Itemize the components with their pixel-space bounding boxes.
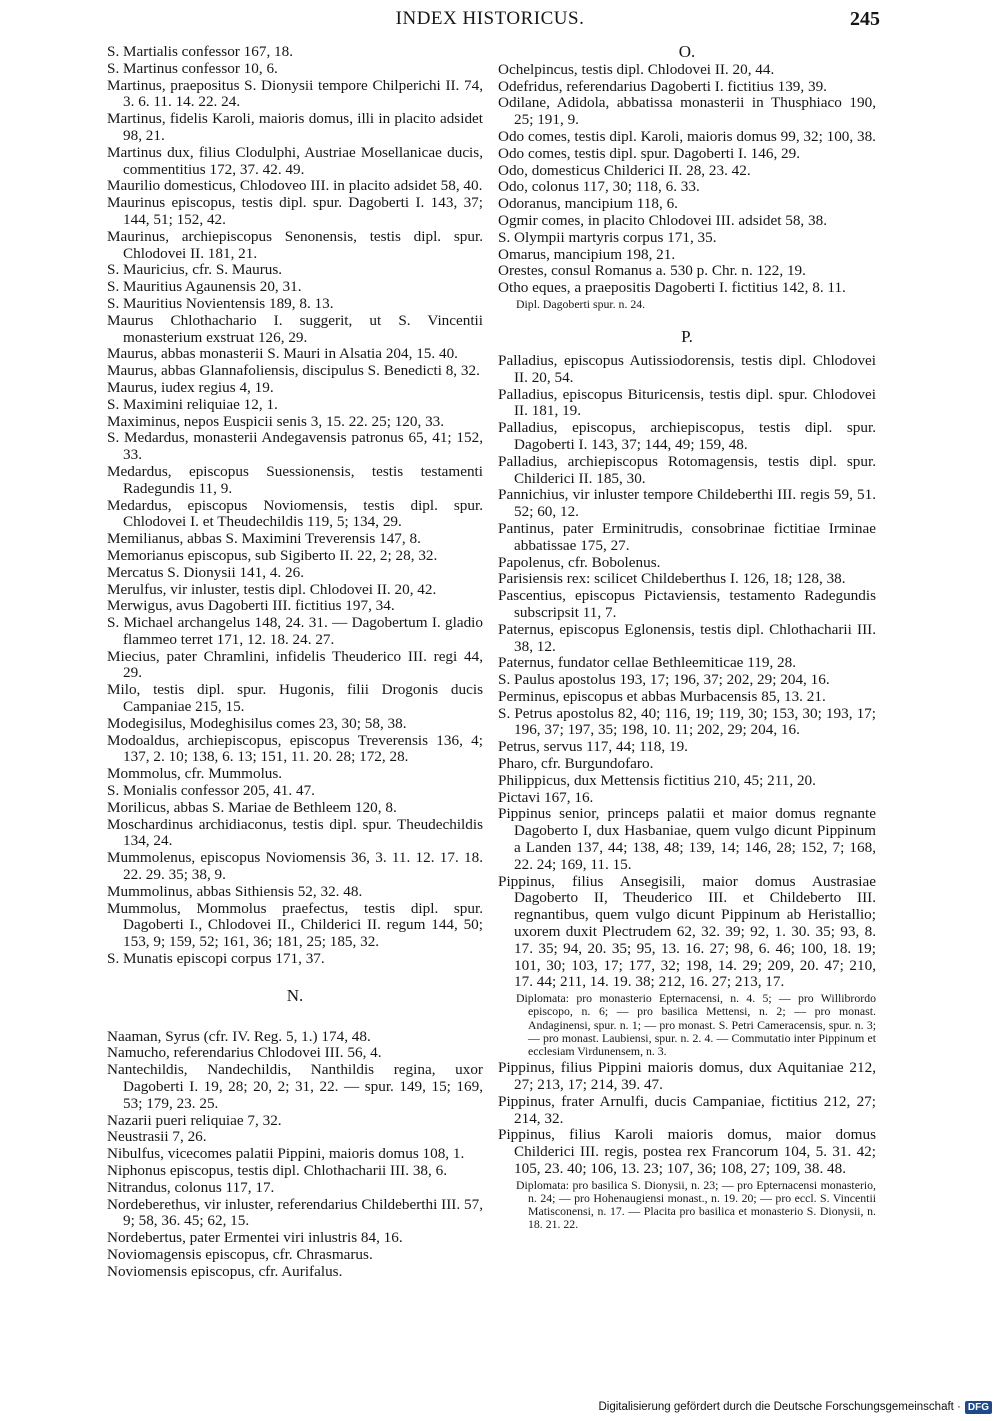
index-entry: Paternus, episcopus Eglonensis, testis dipl. Chlothacharii III. 38, 12.: [498, 620, 876, 655]
index-entry: Ochelpincus, testis dipl. Chlodovei II. 20, 44.: [498, 60, 775, 78]
index-entry: Orestes, consul Romanus a. 530 p. Chr. n. 122, 19.: [498, 262, 806, 280]
index-entry: Pictavi 167, 16.: [498, 788, 594, 806]
index-entry: Nitrandus, colonus 117, 17.: [107, 1178, 275, 1196]
index-entry: Palladius, episcopus, archiepiscopus, testis dipl. spur. Dagoberti I. 143, 37; 144, 49; 159, 48.: [498, 419, 876, 453]
index-entry: Pippinus, frater Arnulfi, ducis Campaniae, fictitius 212, 27; 214, 32.: [498, 1092, 876, 1127]
index-entry: Maurus, iudex regius 4, 19.: [107, 378, 274, 396]
index-entry: Modegisilus, Modeghisilus comes 23, 30; 58, 38.: [107, 714, 407, 732]
index-entry: Palladius, archiepiscopus Rotomagensis, testis dipl. spur. Childerici II. 185, 30.: [498, 452, 876, 487]
index-entry: Ogmir comes, in placito Chlodovei III. adsidet 58, 38.: [498, 211, 828, 229]
index-entry: Philippicus, dux Mettensis fictitius 210, 45; 211, 20.: [498, 771, 816, 789]
index-entry: Maurilio domesticus, Chlodoveo III. in placito adsidet 58, 40.: [107, 177, 483, 195]
index-entry: S. Martialis confessor 167, 18.: [107, 43, 294, 60]
index-entry: Maurus, abbas monasterii S. Mauri in Alsatia 204, 15. 40.: [107, 345, 458, 363]
index-entry: Parisiensis rex: scilicet Childeberthus I. 126, 18; 128, 38.: [498, 570, 846, 588]
index-entry: Petrus, servus 117, 44; 118, 19.: [498, 738, 688, 756]
index-entry: S. Martinus confessor 10, 6.: [107, 59, 278, 77]
index-entry: Odefridus, referendarius Dagoberti I. fictitius 139, 39.: [498, 77, 827, 95]
entries-p: [498, 353, 876, 991]
entries-m: [107, 44, 483, 968]
index-entry: Martinus, praepositus S. Dionysii tempore Chilperichi II. 74, 3. 6. 11. 14. 22. 24.: [107, 76, 483, 111]
index-entry: Memorianus episcopus, sub Sigiberto II. 22, 2; 28, 32.: [107, 546, 438, 564]
index-entry: Memilianus, abbas S. Maximini Treverensis 147, 8.: [107, 530, 421, 548]
index-entry: Papolenus, cfr. Bobolenus.: [498, 553, 661, 571]
footnote-pippinus-rex: Diplomata: pro basilica S. Dionysii, n. 23; — pro Epternacensi monasterio, n. 24; — pro Hohenaugiensi monast., n. 19. 20; — pro eccl. S. Vincentii Matisconensi, n. 17. — Placita pro basilica et monasterio S. Dionysii, n. 18. 21. 22.: [516, 1177, 876, 1232]
index-entry: Mummolenus, episcopus Noviomensis 36, 3. 11. 12. 17. 18. 22. 29. 35; 38, 9.: [107, 849, 483, 884]
entries-o: [498, 62, 876, 297]
index-entry: Naaman, Syrus (cfr. IV. Reg. 5, 1.) 174, 48.: [107, 1027, 371, 1045]
index-entry: Paternus, fundator cellae Bethleemiticae 119, 28.: [498, 654, 797, 672]
index-entry: Mummolinus, abbas Sithiensis 52, 32. 48.: [107, 882, 363, 900]
index-entry: S. Mauritius Novientensis 189, 8. 13.: [107, 294, 334, 312]
index-entry: S. Olympii martyris corpus 171, 35.: [498, 228, 717, 246]
index-entry: Miecius, pater Chramlini, infidelis Theuderico III. regi 44, 29.: [107, 647, 483, 682]
index-entry: Maurinus, archiepiscopus Senonensis, testis dipl. spur. Chlodovei II. 181, 21.: [107, 227, 483, 262]
digitization-footer: [598, 1399, 992, 1415]
index-entry: Nibulfus, vicecomes palatii Pippini, maioris domus 108, 1.: [107, 1145, 465, 1163]
index-entry: Maurinus episcopus, testis dipl. spur. Dagoberti I. 143, 37; 144, 51; 152, 42.: [107, 194, 483, 228]
index-entry: Otho eques, a praepositis Dagoberti I. fictitius 142, 8. 11.: [498, 279, 846, 297]
index-entry: Odo comes, testis dipl. Karoli, maioris domus 99, 32; 100, 38.: [498, 127, 876, 145]
index-entry: S. Paulus apostolus 193, 17; 196, 37; 202, 29; 204, 16.: [498, 671, 830, 689]
left-column: [107, 44, 483, 1281]
footnote-o: Dipl. Dagoberti spur. n. 24.: [516, 296, 646, 311]
footer-text: Digitalisierung gefördert durch die Deutsche Forschungsgemeinschaft ·: [598, 1401, 961, 1413]
index-entry: S. Mauritius Agaunensis 20, 31.: [107, 278, 302, 296]
page-header: [100, 8, 880, 34]
index-entry: Morilicus, abbas S. Mariae de Bethleem 120, 8.: [107, 798, 397, 816]
index-entry: Pippinus, filius Karoli maioris domus, maior domus Childerici III. regis, postea rex Francorum 104, 5. 31. 42; 105, 23. 40; 106, 13. 23; 107, 36; 108, 27; 109, 38. 48.: [498, 1126, 876, 1178]
index-entry: Palladius, episcopus Autissiodorensis, testis dipl. Chlodovei II. 20, 54.: [498, 351, 876, 386]
index-entry: Pannichius, vir inluster tempore Childeberthi III. regis 59, 51. 52; 60, 12.: [498, 486, 876, 521]
index-entry: Merulfus, vir inluster, testis dipl. Chlodovei II. 20, 42.: [107, 580, 437, 598]
index-entry: Nordebertus, pater Ermentei viri inlustris 84, 16.: [107, 1229, 403, 1247]
index-entry: Palladius, episcopus Bituricensis, testis dipl. spur. Chlodovei II. 181, 19.: [498, 385, 876, 420]
index-entry: Odo comes, testis dipl. spur. Dagoberti I. 146, 29.: [498, 144, 801, 162]
index-entry: Nantechildis, Nandechildis, Nanthildis regina, uxor Dagoberti I. 19, 28; 20, 2; 31, 22. — spur. 149, 15; 169, 53; 179, 23. 25.: [107, 1061, 483, 1112]
index-entry: S. Monialis confessor 205, 41. 47.: [107, 782, 315, 800]
index-entry: Modoaldus, archiepiscopus, episcopus Treverensis 136, 4; 137, 2. 10; 138, 6. 13; 151, 11. 20. 28; 172, 28.: [107, 731, 483, 766]
index-entry: Perminus, episcopus et abbas Murbacensis 85, 13. 21.: [498, 687, 826, 705]
index-entry: Maurus, abbas Glannafoliensis, discipulus S. Benedicti 8, 32.: [107, 362, 480, 380]
index-entry: Pantinus, pater Erminitrudis, consobrinae fictitiae Irminae abbatissae 175, 27.: [498, 519, 876, 554]
index-entry: Omarus, mancipium 198, 21.: [498, 245, 676, 263]
index-entry: Pippinus, filius Ansegisili, maior domus Austrasiae Dagoberto II, Theuderico III. et Childeberto III. regnantibus, quem vulgo dicunt Pippinum ab Heristallio; uxorem duxit Plectrudem 62, 32. 39; 92, 1. 30. 35; 93, 8. 17. 35; 94, 20. 35; 95, 13. 16. 27; 98, 6. 46; 100, 18. 19; 101, 30; 103, 17; 177, 32; 198, 14. 29; 209, 20. 47; 210, 17. 44; 211, 14. 19. 38; 212, 16. 27; 213, 17.: [498, 872, 876, 991]
index-entry: Namucho, referendarius Chlodovei III. 56, 4.: [107, 1044, 382, 1062]
index-entry: Mercatus S. Dionysii 141, 4. 26.: [107, 563, 305, 581]
index-entry: Pharo, cfr. Burgundofaro.: [498, 755, 654, 773]
section-letter-n: N.: [286, 985, 304, 1005]
index-entry: Martinus dux, filius Clodulphi, Austriae Mosellanicae ducis, commentitius 172, 37. 42. 49.: [107, 143, 483, 178]
index-entry: Odoranus, mancipium 118, 6.: [498, 195, 678, 213]
index-entry: Neustrasii 7, 26.: [107, 1128, 207, 1146]
index-entry: S. Mauricius, cfr. S. Maurus.: [107, 261, 283, 279]
index-entry: Merwigus, avus Dagoberti III. fictitius 197, 34.: [107, 597, 395, 615]
index-entry: Noviomensis episcopus, cfr. Aurifalus.: [107, 1262, 343, 1280]
index-entry: Pascentius, episcopus Pictaviensis, testamento Radegundis subscripsit 11, 7.: [498, 587, 876, 621]
index-entry: Pippinus senior, princeps palatii et maior domus regnante Dagoberto I, dux Hasbaniae, quem vulgo dicunt Pippinum a Landen 137, 44; 138, 48; 139, 14; 146, 28; 152, 7; 168, 22. 24; 169, 11. 15.: [498, 805, 876, 873]
section-letter-p: P.: [681, 327, 693, 347]
index-entry: Mummolus, Mommolus praefectus, testis dipl. spur. Dagoberti I., Chlodovei II., Childerici II. regum 144, 50; 153, 9; 159, 52; 161, 36; 181, 25; 185, 32.: [107, 899, 483, 951]
index-entry: Nordeberethus, vir inluster, referendarius Childeberthi III. 57, 9; 58, 36. 45; 62, 15.: [107, 1195, 483, 1230]
index-entry: S. Medardus, monasterii Andegavensis patronus 65, 41; 152, 33.: [107, 429, 483, 464]
footnote-pippinus-heristallio: Diplomata: pro monasterio Epternacensi, n. 4. 5; — pro Willibrordo episcopo, n. 6; — pro basilica Mettensi, n. 2; — pro monast. Andaginensi, spur. n. 1; — pro monast. S. Petri Cameracensis, spur. n. 3; — pro monast. Laubiensi, spur. n. 2. 4. — Commutatio inter Pippinum et ecclesiam Virdunensem, n. 3.: [516, 991, 876, 1059]
index-entry: Moschardinus archidiaconus, testis dipl. spur. Theudechildis 134, 24.: [107, 815, 483, 850]
index-entry: Maurus Chlothachario I. suggerit, ut S. Vincentii monasterium exstruat 126, 29.: [107, 311, 483, 346]
index-entry: Niphonus episcopus, testis dipl. Chlothacharii III. 38, 6.: [107, 1162, 447, 1179]
entries-p-continued: [498, 1060, 876, 1178]
index-entry: Noviomagensis episcopus, cfr. Chrasmarus.: [107, 1245, 373, 1263]
index-entry: Martinus, fidelis Karoli, maioris domus, illi in placito adsidet 98, 21.: [107, 110, 483, 144]
index-entry: Medardus, episcopus Suessionensis, testis testamenti Radegundis 11, 9.: [107, 462, 483, 497]
index-entry: Milo, testis dipl. spur. Hugonis, filii Drogonis ducis Campaniae 215, 15.: [107, 681, 483, 716]
section-letter-o: O.: [678, 42, 696, 61]
index-entry: S. Munatis episcopi corpus 171, 37.: [107, 950, 325, 968]
running-title: INDEX HISTORICUS.: [395, 8, 585, 29]
dfg-logo: DFG: [965, 1401, 992, 1414]
index-entry: Maximinus, nepos Euspicii senis 3, 15. 22. 25; 120, 33.: [107, 412, 445, 430]
index-entry: S. Michael archangelus 148, 24. 31. — Dagobertum I. gladio flammeo terret 171, 12. 18. 24. 27.: [107, 614, 483, 648]
index-entry: S. Maximini reliquiae 12, 1.: [107, 395, 278, 413]
index-entry: Mommolus, cfr. Mummolus.: [107, 765, 283, 783]
right-column: [498, 44, 876, 1234]
index-entry: S. Petrus apostolus 82, 40; 116, 19; 119, 30; 153, 30; 193, 17; 196, 37; 197, 35; 198, 10. 11; 202, 29; 204, 16.: [498, 704, 876, 739]
index-entry: Nazarii pueri reliquiae 7, 32.: [107, 1111, 282, 1129]
page-number: 245: [850, 8, 880, 30]
index-entry: Odilane, Adidola, abbatissa monasterii in Thusphiaco 190, 25; 191, 9.: [498, 94, 876, 129]
index-entry: Odo, colonus 117, 30; 118, 6. 33.: [498, 178, 700, 196]
index-entry: Medardus, episcopus Noviomensis, testis dipl. spur. Chlodovei I. et Theudechildis 119, 5; 134, 29.: [107, 496, 483, 531]
entries-n: [107, 1029, 483, 1281]
index-entry: Pippinus, filius Pippini maioris domus, dux Aquitaniae 212, 27; 213, 17; 214, 39. 47.: [498, 1059, 876, 1094]
index-entry: Odo, domesticus Childerici II. 28, 23. 42.: [498, 161, 751, 179]
